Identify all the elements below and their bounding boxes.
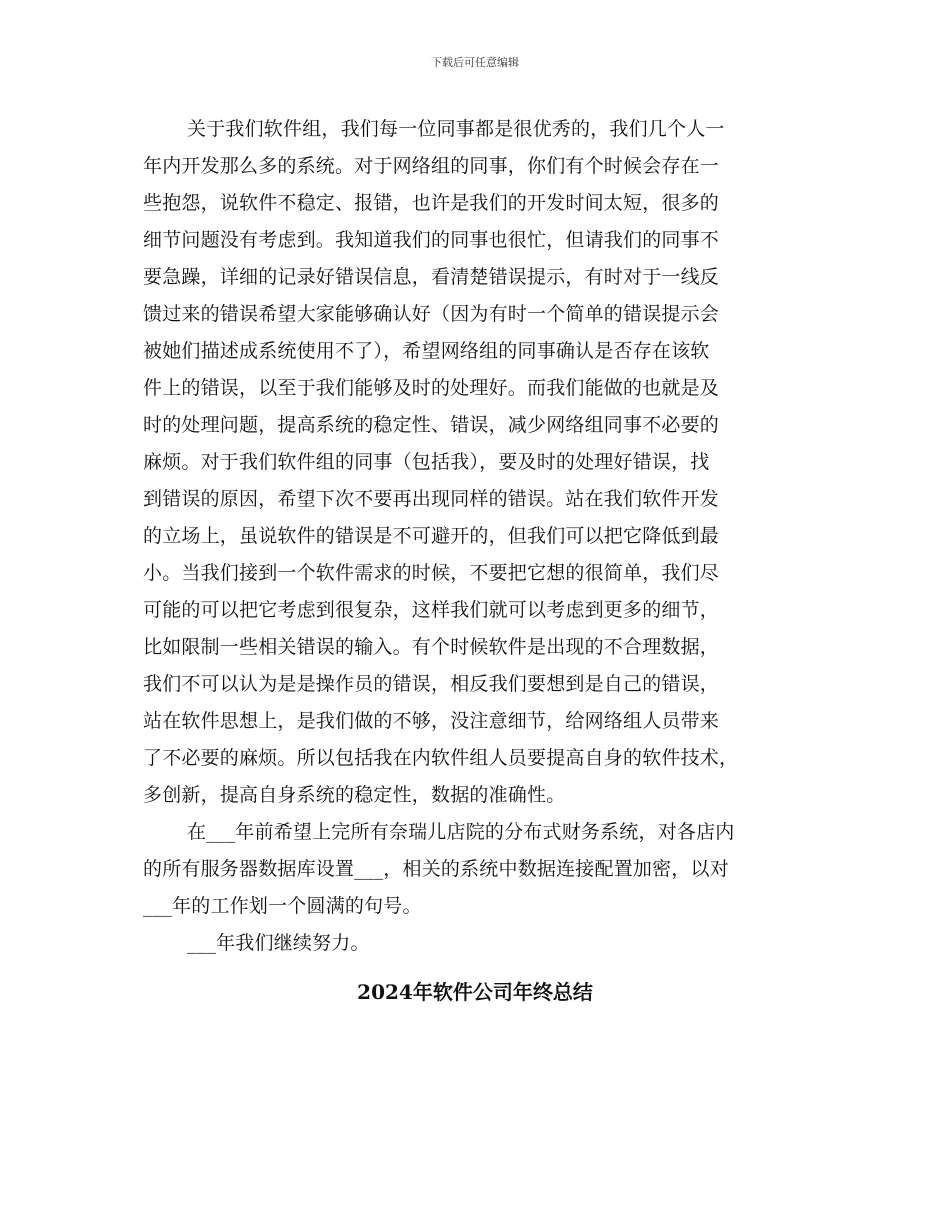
text-line: 细节问题没有考虑到。我知道我们的同事也很忙，但请我们的同事不 [143,229,720,251]
text-line: 站在软件思想上，是我们做的不够，没注意细节，给网络组人员带来 [143,710,720,732]
text-line: 关于我们软件组，我们每一位同事都是很优秀的，我们几个人一 [187,118,725,140]
text-line: 馈过来的错误希望大家能够确认好（因为有时一个简单的错误提示会 [143,303,720,325]
paragraph-3 [143,925,823,962]
text-line: 要急躁，详细的记录好错误信息，看清楚错误提示，有时对于一线反 [143,266,720,288]
text-line: 在___年前希望上完所有奈瑞儿店院的分布式财务系统，对各店内 [187,821,735,843]
text-line: 的立场上，虽说软件的错误是不可避开的，但我们可以把它降低到最 [143,525,720,547]
text-line: 被她们描述成系统使用不了），希望网络组的同事确认是否存在该软 [143,340,710,362]
text-line: 的所有服务器数据库设置___，相关的系统中数据连接配置加密，以对 [143,858,729,880]
text-line: 我们不可以认为是是操作员的错误，相反我们要想到是自己的错误， [143,673,720,695]
document-body [143,111,823,962]
document-title: 2024年软件公司年终总结 [357,980,593,1004]
text-line: 年内开发那么多的系统。对于网络组的同事，你们有个时候会存在一 [143,155,720,177]
text-line: 了不必要的麻烦。所以包括我在内软件组人员要提高自身的软件技术， [143,747,739,769]
text-line: 多创新，提高自身系统的稳定性，数据的准确性。 [143,784,566,806]
text-line: 件上的错误，以至于我们能够及时的处理好。而我们能做的也就是及 [143,377,720,399]
text-line: ___年我们继续努力。 [187,932,370,954]
paragraph-1 [143,111,823,814]
text-line: 可能的可以把它考虑到很复杂，这样我们就可以考虑到更多的细节， [143,599,720,621]
text-line: 麻烦。对于我们软件组的同事（包括我），要及时的处理好错误，找 [143,451,710,473]
text-line: 小。当我们接到一个软件需求的时候，不要把它想的很简单，我们尽 [143,562,720,584]
text-line: 比如限制一些相关错误的输入。有个时候软件是出现的不合理数据， [143,636,720,658]
text-line: 时的处理问题，提高系统的稳定性、错误，减少网络组同事不必要的 [143,414,720,436]
text-line: ___年的工作划一个圆满的句号。 [143,895,422,917]
page-header-note: 下载后可任意编辑 [431,56,519,69]
text-line: 些抱怨，说软件不稳定、报错，也许是我们的开发时间太短，很多的 [143,192,720,214]
paragraph-2 [143,814,823,925]
text-line: 到错误的原因，希望下次不要再出现同样的错误。站在我们软件开发 [143,488,720,510]
